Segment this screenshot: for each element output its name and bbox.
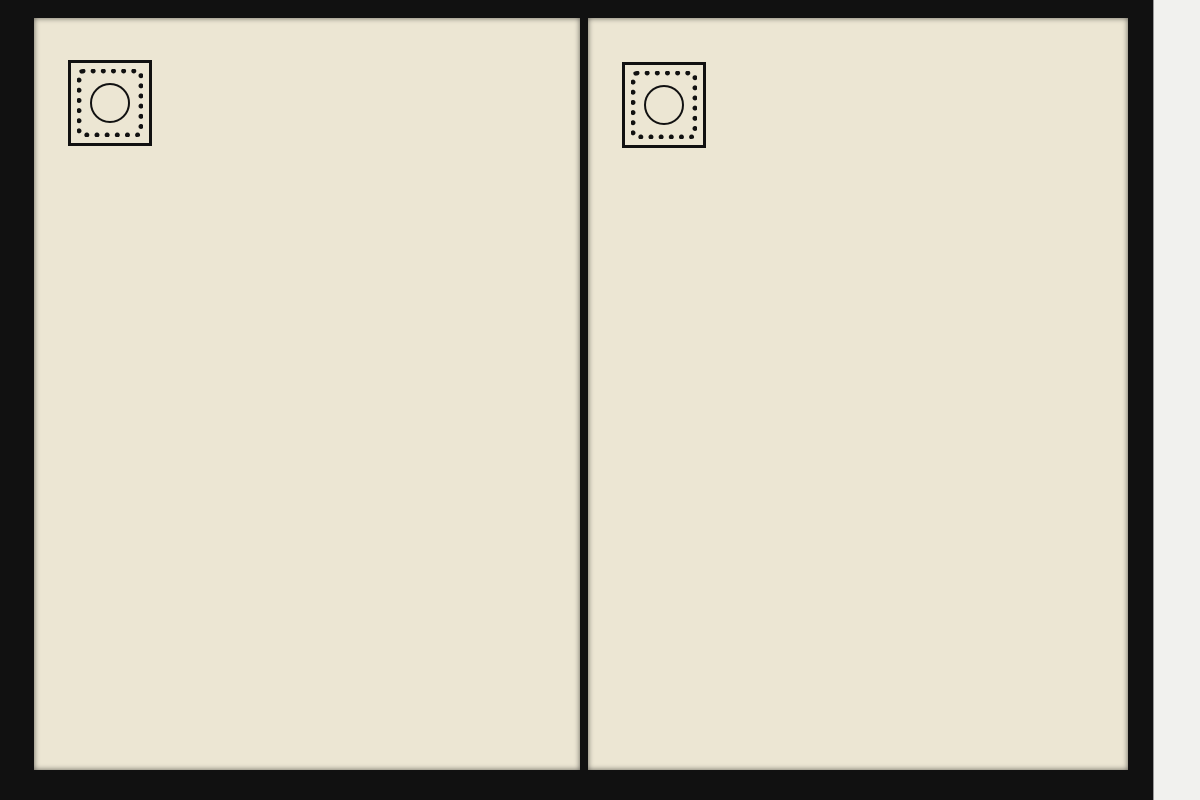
left-initial-capital bbox=[68, 60, 152, 146]
initial-letter bbox=[90, 83, 130, 123]
right-initial-capital bbox=[622, 62, 706, 148]
measurement-ruler bbox=[1153, 0, 1200, 800]
initial-letter bbox=[644, 85, 684, 125]
